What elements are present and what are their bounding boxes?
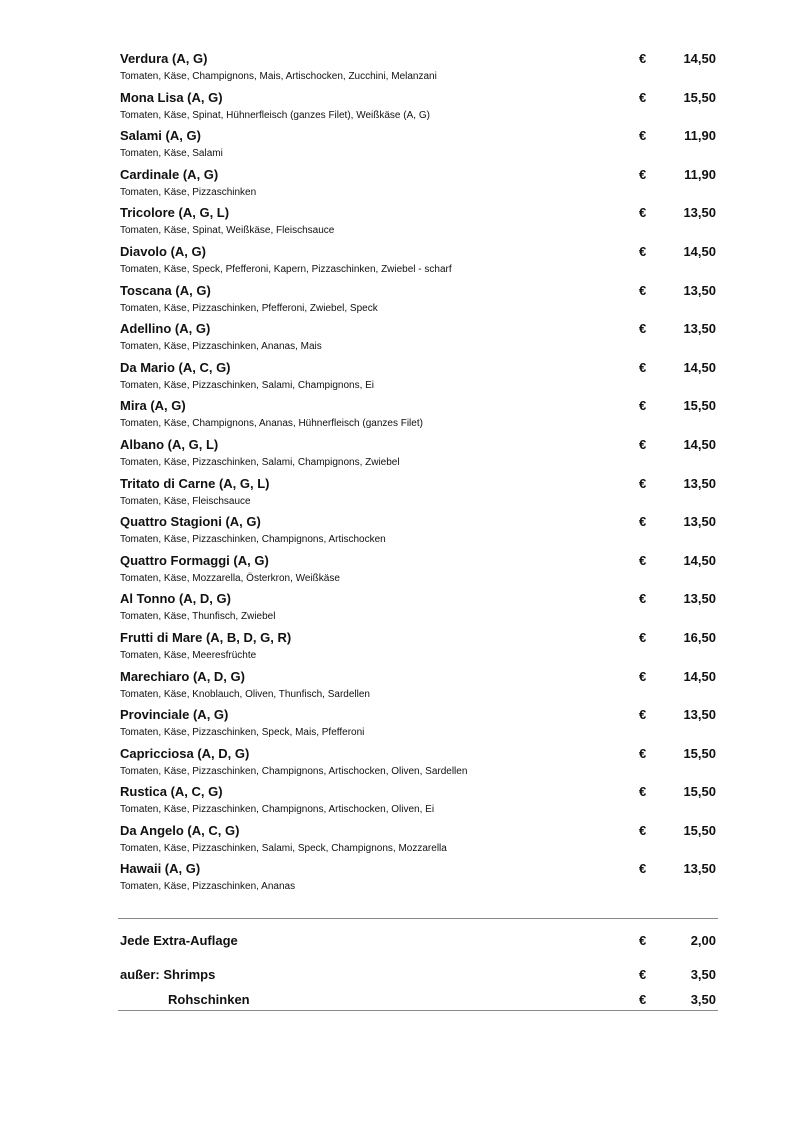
menu-item-description: Tomaten, Käse, Thunfisch, Zwiebel [120, 611, 276, 623]
menu-item-price: 13,50 [683, 205, 716, 221]
menu-item-name: Mona Lisa (A, G) [120, 89, 223, 105]
menu-item-price: 13,50 [683, 321, 716, 337]
extra-topping-label: Jede Extra-Auflage [120, 933, 238, 948]
menu-item-description: Tomaten, Käse, Mozzarella, Österkron, Weißkäse [120, 572, 340, 584]
menu-item-description: Tomaten, Käse, Champignons, Mais, Artischocken, Zucchini, Melanzani [120, 71, 437, 82]
menu-item-price: 13,50 [683, 707, 716, 723]
menu-item [120, 90, 718, 129]
menu-item [120, 746, 718, 785]
menu-item-description: Tomaten, Käse, Knoblauch, Oliven, Thunfisch, Sardellen [120, 688, 370, 700]
menu-item-currency: € [639, 668, 647, 684]
menu-item-name: Verdura (A, G) [120, 51, 208, 66]
menu-item-currency: € [639, 436, 647, 452]
menu-item-name: Toscana (A, G) [120, 282, 211, 298]
extra-topping-row [120, 933, 718, 949]
menu-item-price: 13,50 [683, 475, 716, 491]
menu-item [120, 476, 718, 515]
menu-item-name: Albano (A, G, L) [120, 436, 219, 452]
menu-item-description: Tomaten, Käse, Fleischsauce [120, 495, 251, 507]
menu-item-currency: € [639, 321, 647, 337]
menu-item-description: Tomaten, Käse, Spinat, Hühnerfleisch (ganzes Filet), Weißkäse (A, G) [120, 109, 430, 121]
menu-item [120, 591, 718, 630]
menu-item [120, 707, 718, 746]
menu-item-currency: € [639, 359, 647, 375]
menu-item-price: 15,50 [683, 89, 716, 105]
menu-item-currency: € [639, 552, 647, 568]
menu-item-name: Capricciosa (A, D, G) [120, 745, 250, 761]
menu-item-currency: € [639, 514, 647, 530]
menu-item-price: 14,50 [683, 243, 716, 259]
menu-item-description: Tomaten, Käse, Pizzaschinken, Pfefferoni, Zwiebel, Speck [120, 302, 378, 314]
menu-item [120, 823, 718, 862]
menu-item [120, 51, 718, 90]
menu-item [120, 283, 718, 322]
menu-item [120, 669, 718, 708]
menu-item-description: Tomaten, Käse, Meeresfrüchte [120, 649, 257, 661]
menu-item-name: Adellino (A, G) [120, 321, 211, 337]
menu-item-description: Tomaten, Käse, Pizzaschinken, Champignons, Artischocken, Oliven, Sardellen [120, 765, 468, 777]
menu-item [120, 167, 718, 206]
menu-item-currency: € [639, 745, 647, 761]
menu-item-name: Hawaii (A, G) [120, 861, 201, 877]
divider-bottom [118, 1010, 718, 1011]
menu-item-price: 13,50 [683, 861, 716, 877]
menu-item [120, 514, 718, 553]
menu-item-price: 14,50 [683, 552, 716, 568]
menu-item-currency: € [639, 51, 647, 66]
menu-item-description: Tomaten, Käse, Spinat, Weißkäse, Fleischsauce [120, 225, 335, 237]
menu-item [120, 861, 718, 900]
menu-item-currency: € [639, 861, 647, 877]
menu-item [120, 205, 718, 244]
menu-item-description: Tomaten, Käse, Pizzaschinken [120, 186, 257, 198]
menu-item-price: 14,50 [683, 668, 716, 684]
menu-item-name: Diavolo (A, G) [120, 243, 206, 259]
menu-item-currency: € [639, 822, 647, 838]
menu-item [120, 321, 718, 360]
shrimps-row [120, 967, 718, 983]
menu-item [120, 437, 718, 476]
menu-item-name: Marechiaro (A, D, G) [120, 668, 245, 684]
menu-item-name: Quattro Stagioni (A, G) [120, 514, 261, 530]
menu-item-currency: € [639, 784, 647, 800]
menu-item-currency: € [639, 243, 647, 259]
extra-topping-currency: € [639, 933, 647, 948]
menu-item-price: 14,50 [683, 359, 716, 375]
menu-item-description: Tomaten, Käse, Pizzaschinken, Ananas, Mais [120, 341, 322, 353]
menu-item-currency: € [639, 128, 647, 144]
menu-item-price: 14,50 [683, 436, 716, 452]
shrimps-label: außer: Shrimps [120, 967, 216, 982]
menu-item-currency: € [639, 591, 647, 607]
menu-item-currency: € [639, 282, 647, 298]
menu-item-currency: € [639, 475, 647, 491]
pizza-menu-list [120, 51, 718, 900]
menu-item [120, 630, 718, 669]
menu-item-description: Tomaten, Käse, Champignons, Ananas, Hühnerfleisch (ganzes Filet) [120, 418, 423, 430]
shrimps-price: 3,50 [690, 967, 716, 982]
menu-item [120, 128, 718, 167]
menu-item-price: 15,50 [683, 745, 716, 761]
shrimps-currency: € [639, 967, 647, 982]
rohschinken-label: Rohschinken [168, 992, 250, 1007]
divider-top [118, 918, 718, 919]
menu-item-name: Frutti di Mare (A, B, D, G, R) [120, 629, 292, 645]
menu-item-description: Tomaten, Käse, Pizzaschinken, Salami, Champignons, Ei [120, 379, 375, 391]
menu-item-price: 13,50 [683, 591, 716, 607]
menu-item [120, 398, 718, 437]
menu-item-description: Tomaten, Käse, Pizzaschinken, Ananas [120, 881, 296, 893]
menu-item-currency: € [639, 166, 647, 182]
menu-item-name: Da Angelo (A, C, G) [120, 822, 240, 838]
menu-item-description: Tomaten, Käse, Pizzaschinken, Salami, Speck, Champignons, Mozzarella [120, 842, 447, 854]
rohschinken-row [120, 992, 718, 1008]
menu-item-name: Salami (A, G) [120, 128, 201, 144]
menu-item-name: Al Tonno (A, D, G) [120, 591, 231, 607]
menu-item-currency: € [639, 707, 647, 723]
menu-item-description: Tomaten, Käse, Pizzaschinken, Salami, Champignons, Zwiebel [120, 456, 400, 468]
menu-item-name: Mira (A, G) [120, 398, 186, 414]
menu-item-description: Tomaten, Käse, Salami [120, 148, 223, 160]
menu-item-name: Tritato di Carne (A, G, L) [120, 475, 270, 491]
menu-item-price: 15,50 [683, 398, 716, 414]
menu-item-description: Tomaten, Käse, Speck, Pfefferoni, Kapern, Pizzaschinken, Zwiebel - scharf [120, 263, 452, 275]
menu-item-currency: € [639, 398, 647, 414]
rohschinken-price: 3,50 [690, 992, 716, 1007]
menu-item-name: Quattro Formaggi (A, G) [120, 552, 269, 568]
menu-item-name: Rustica (A, C, G) [120, 784, 223, 800]
menu-item-description: Tomaten, Käse, Pizzaschinken, Champignons, Artischocken, Oliven, Ei [120, 804, 435, 816]
menu-item-price: 11,90 [684, 166, 716, 182]
menu-item-price: 13,50 [683, 282, 716, 298]
menu-item-name: Da Mario (A, C, G) [120, 359, 231, 375]
rohschinken-currency: € [639, 992, 647, 1007]
menu-item-price: 13,50 [683, 514, 716, 530]
menu-item-price: 14,50 [683, 51, 716, 66]
menu-item [120, 360, 718, 399]
extra-topping-price: 2,00 [690, 933, 716, 948]
menu-item-price: 15,50 [683, 784, 716, 800]
menu-item-name: Cardinale (A, G) [120, 166, 219, 182]
menu-item-price: 11,90 [684, 128, 716, 144]
menu-item [120, 553, 718, 592]
menu-item-description: Tomaten, Käse, Pizzaschinken, Speck, Mais, Pfefferoni [120, 727, 365, 739]
menu-item-currency: € [639, 629, 647, 645]
menu-item-description: Tomaten, Käse, Pizzaschinken, Champignons, Artischocken [120, 534, 386, 546]
menu-item-currency: € [639, 205, 647, 221]
menu-item-price: 16,50 [683, 629, 716, 645]
menu-item [120, 784, 718, 823]
menu-item-currency: € [639, 89, 647, 105]
menu-item [120, 244, 718, 283]
menu-item-name: Provinciale (A, G) [120, 707, 229, 723]
menu-item-price: 15,50 [683, 822, 716, 838]
menu-item-name: Tricolore (A, G, L) [120, 205, 230, 221]
